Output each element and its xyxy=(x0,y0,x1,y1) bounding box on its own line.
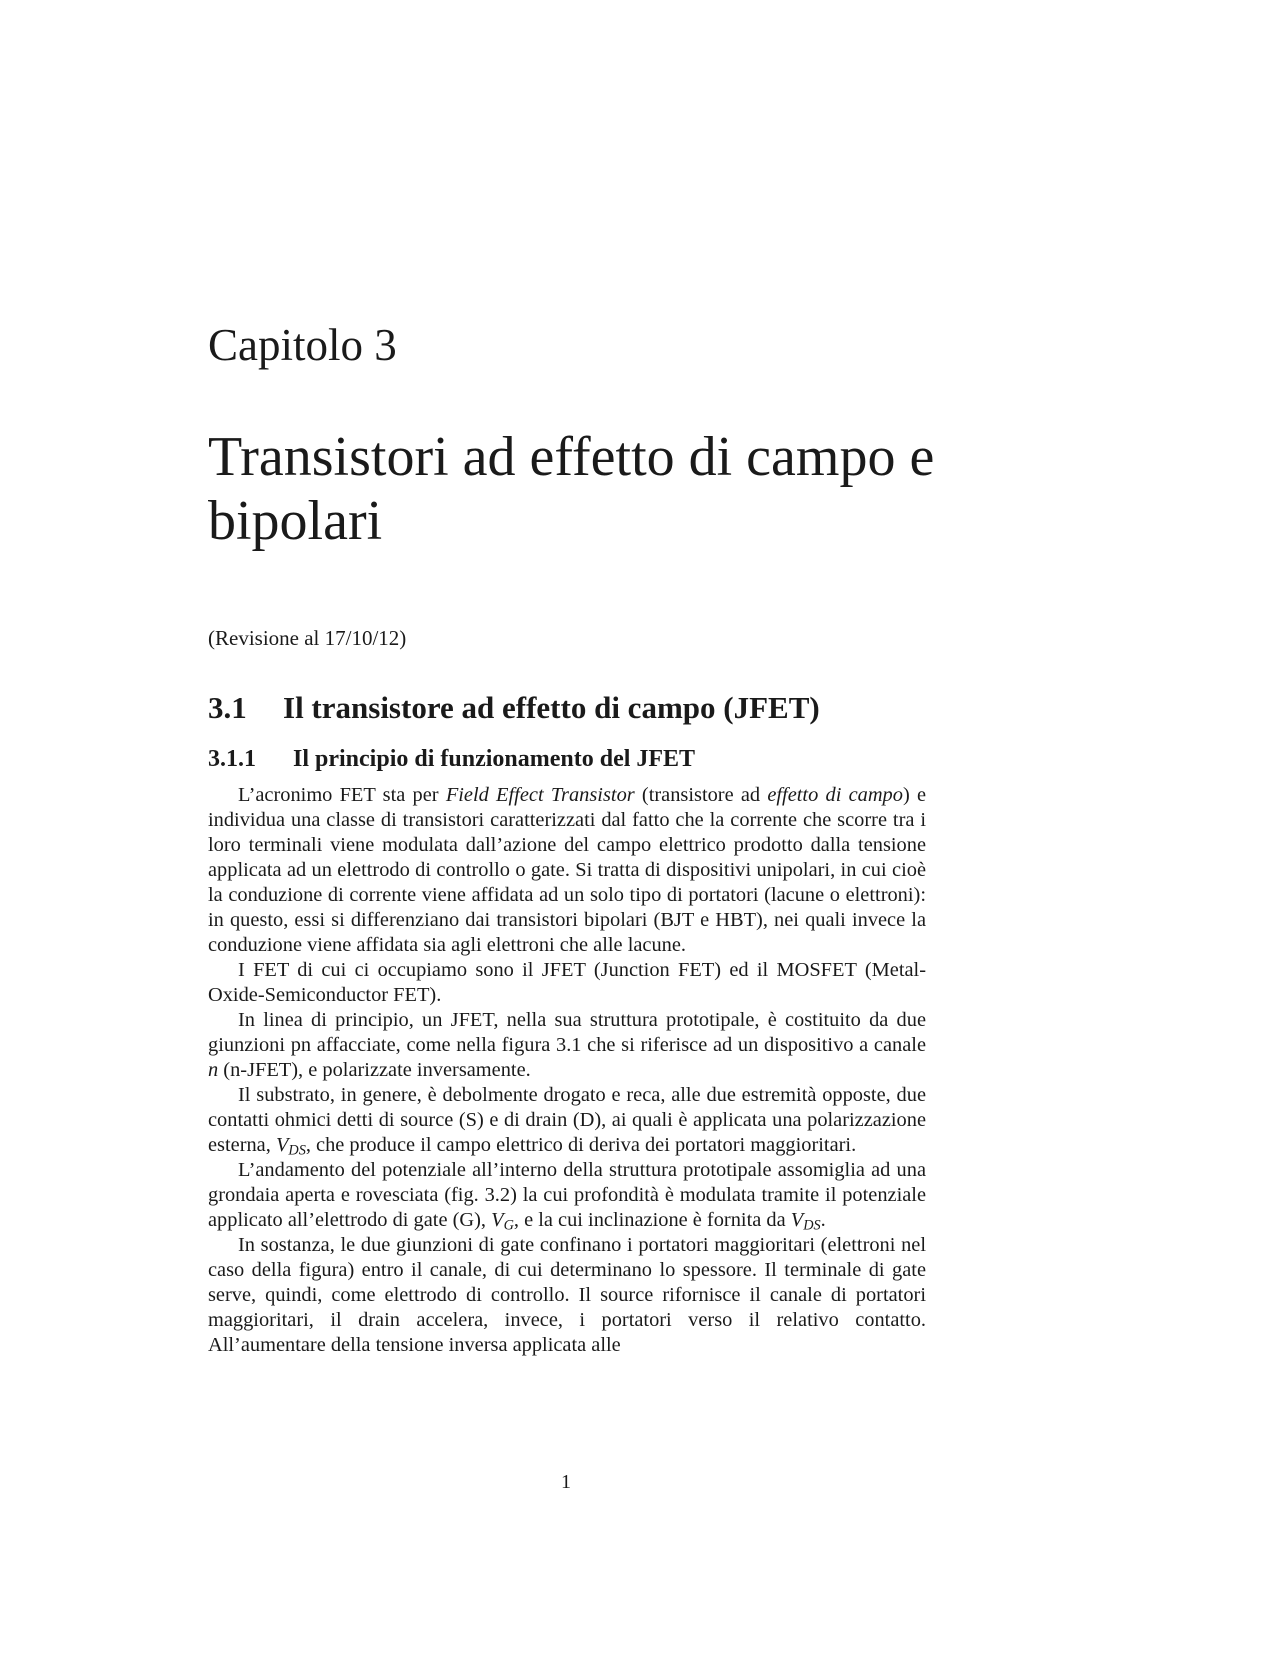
math-vg-subscript: G xyxy=(503,1217,514,1234)
paragraph-6: In sostanza, le due giunzioni di gate confinano i portatori maggioritari (elettroni nel caso della figura) entro il canale, di cui determinano lo spessore. Il terminale di gate serve, quindi, come elettrodo di controllo. Il source rifornisce il canale di portatori maggioritari, il drain accelera, invece, i portatori verso il relativo contatto. All’aumentare della tensione inversa applicata alle xyxy=(208,1234,926,1356)
math-vds-subscript: DS xyxy=(288,1142,306,1159)
paragraph-4-part-c: , che produce il campo elettrico di deriva dei portatori maggioritari. xyxy=(305,1134,857,1156)
paragraph-1-part-a: L’acronimo FET sta per xyxy=(238,784,446,806)
paragraph-4-part-a: Il substrato, in genere, è debolmente drogato e reca, alle due estremità opposte, due contatti ohmici detti di source (S) e di drain (D), ai quali è applicata una polarizzazione esterna, xyxy=(208,1084,926,1156)
math-vds-2-subscript: DS xyxy=(803,1217,821,1234)
math-vg-symbol: V xyxy=(491,1209,504,1231)
revision-note: (Revisione al 17/10/12) xyxy=(208,626,407,650)
paragraph-4 xyxy=(208,1083,926,1158)
chapter-title: Transistori ad effetto di campo e bipolari xyxy=(208,426,935,552)
paragraph-3 xyxy=(208,1008,926,1083)
math-vds xyxy=(275,1134,306,1159)
paragraph-1-part-c: (transistore ad xyxy=(634,784,768,806)
paragraph-3-part-a: In linea di principio, un JFET, nella sua struttura prototipale, è costituito da due giunzioni pn affacciate, come nella figura 3.1 che si riferisce ad un dispositivo a canale xyxy=(208,1009,926,1056)
paragraph-1-part-e: ) e individua una classe di transistori caratterizzati dal fatto che la corrente che scorre tra i loro terminali viene modulata dall’azione del campo elettrico prodotto dalla tensione applicata ad un elettrodo di controllo o gate. Si tratta di dispositivi unipolari, in cui cioè la conduzione di corrente viene affidata ad un solo tipo di portatori (lacune o elettroni): in questo, essi si differenziano dai transistori bipolari (BJT e HBT), nei quali invece la conduzione viene affidata sia agli elettroni che alle lacune. xyxy=(208,784,926,956)
chapter-label: Capitolo 3 xyxy=(208,320,397,370)
section-title: Il transistore ad effetto di campo (JFET) xyxy=(283,690,820,725)
paragraph-5-part-c: , e la cui inclinazione è fornita da xyxy=(513,1209,791,1231)
paragraph-5-part-e: . xyxy=(820,1209,826,1231)
section-number: 3.1 xyxy=(208,690,247,725)
math-vg xyxy=(491,1209,514,1234)
body-text xyxy=(208,783,926,1358)
subsection-number: 3.1.1 xyxy=(208,746,256,772)
subsection-heading xyxy=(208,745,695,774)
paragraph-5 xyxy=(208,1158,926,1233)
math-vds-2 xyxy=(790,1209,821,1234)
math-vds-symbol: V xyxy=(275,1134,289,1156)
section-heading xyxy=(208,689,820,726)
emphasis-effetto-di-campo: effetto di campo xyxy=(767,784,903,806)
paragraph-5-part-a: L’andamento del potenziale all’interno della struttura prototipale assomiglia ad una grondaia aperta e rovesciata (fig. 3.2) la cui profondità è modulata tramite il potenziale applicato all’elettrodo di gate (G), xyxy=(208,1159,926,1231)
paragraph-2: I FET di cui ci occupiamo sono il JFET (Junction FET) ed il MOSFET (Metal-Oxide-Semiconductor FET). xyxy=(208,959,926,1006)
page-number: 1 xyxy=(561,1471,571,1493)
paragraph-3-part-c: (n-JFET), e polarizzate inversamente. xyxy=(218,1059,531,1081)
subsection-title: Il principio di funzionamento del JFET xyxy=(293,746,696,772)
math-n: n xyxy=(208,1059,219,1081)
paragraph-1 xyxy=(208,783,926,958)
emphasis-field-effect-transistor: Field Effect Transistor xyxy=(445,784,635,806)
math-vds-2-symbol: V xyxy=(790,1209,804,1231)
